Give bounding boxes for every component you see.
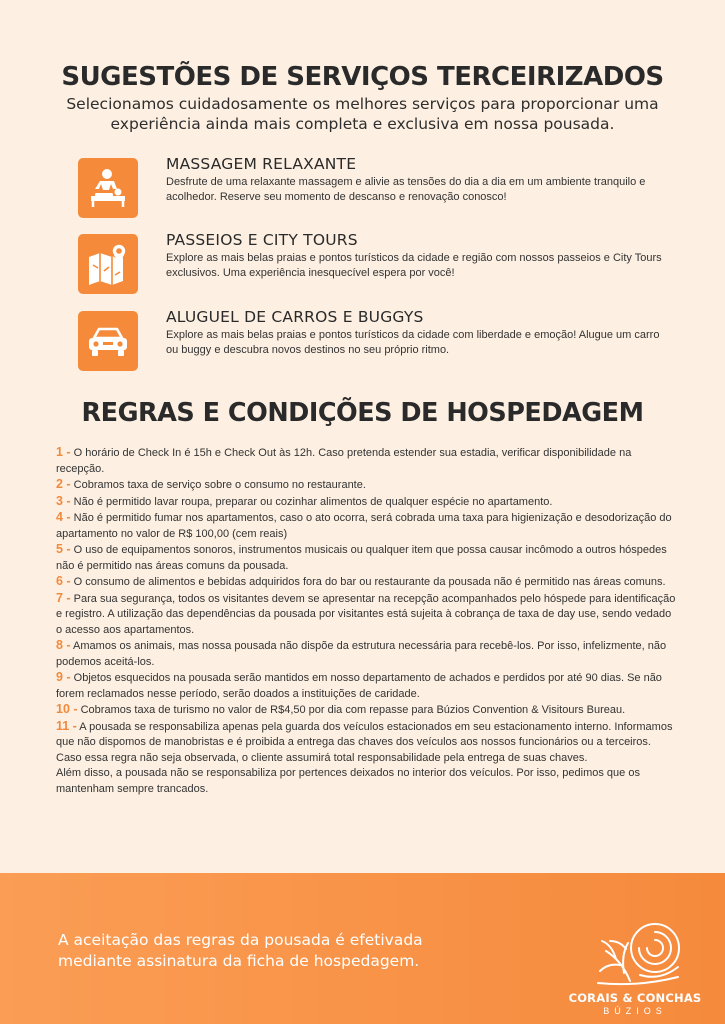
rule-item: 2 - Cobramos taxa de serviço sobre o consumo no restaurante. (56, 477, 366, 491)
service-title: PASSEIOS E CITY TOURS (166, 231, 358, 249)
services-subtitle: Selecionamos cuidadosamente os melhores serviços para proporcionar uma experiência ainda mais completa e exclusiva em nossa pousada. (66, 95, 659, 133)
rule-item: 7 - Para sua segurança, todos os visitantes devem se apresentar na recepção acompanhados pelo hóspede para identificação e registro. A utilização das dependências da pousada por visitantes está sujeita à cobrança de taxa de day use, sendo vedado o acesso aos apartamentos. (56, 590, 676, 636)
rule-item: 1 - O horário de Check In é 15h e Check Out às 12h. Caso pretenda estender sua estadia, verificar disponibilidade na recepção. (56, 445, 632, 475)
service-description: Explore as mais belas praias e pontos turísticos da cidade e região com nossos passeios e City Tours exclusivos. Uma experiência inesquecível espera por você! (166, 252, 662, 279)
rules-title: REGRAS E CONDIÇÕES DE HOSPEDAGEM (81, 398, 644, 428)
service-tours (78, 231, 678, 296)
brand-location: BÚZIOS (603, 1006, 667, 1016)
brand-logo (560, 903, 710, 1016)
service-description: Desfrute de uma relaxante massagem e alivie as tensões do dia a dia em um ambiente tranquilo e acolhedor. Reserve seu momento de descanso e renovação conosco! (166, 176, 646, 203)
service-massage (78, 155, 678, 220)
rule-item: 8 - Amamos os animais, mas nossa pousada não dispõe da estrutura necessária para recebê-los. Por isso, infelizmente, não podemos aceitá-los. (56, 638, 667, 668)
massage-icon (78, 158, 138, 218)
car-icon (78, 311, 138, 371)
service-title: ALUGUEL DE CARROS E BUGGYS (166, 308, 424, 326)
rules-list (56, 445, 676, 797)
rule-item: 11 - A pousada se responsabiliza apenas pela guarda dos veículos estacionados em seu estacionamento interno. Informamos que não dispomos de manobristas e é proibida a entrega das chaves dos veículos aos nossos funcionários ou a terceiros. Caso essa regra não seja observada, o cliente assumirá total responsabilidade pela entrega de suas chaves. (56, 718, 673, 764)
rule-item: 5 - O uso de equipamentos sonoros, instrumentos musicais ou qualquer item que possa causar incômodo a outros hóspedes não é permitido nas áreas comuns da pousada. (56, 542, 667, 572)
rule-item: 9 - Objetos esquecidos na pousada serão mantidos em nosso departamento de achados e perdidos por até 90 dias. Se não forem reclamados nesse período, serão doados a instituições de caridade. (56, 670, 662, 700)
rule-item: 6 - O consumo de alimentos e bebidas adquiridos fora do bar ou restaurante da pousada não é permitido nas áreas comuns. (56, 574, 666, 588)
rule-item: 4 - Não é permitido fumar nos apartamentos, caso o ato ocorra, será cobrada uma taxa para higienização e desodorização do apartamento no valor de R$ 100,00 (cem reais) (56, 510, 672, 540)
rule-item: 3 - Não é permitido lavar roupa, preparar ou cozinhar alimentos de qualquer espécie no apartamento. (56, 493, 553, 508)
shell-coral-icon (560, 903, 710, 993)
brand-name: CORAIS & CONCHAS (568, 991, 702, 1005)
rule-item: 10 - Cobramos taxa de turismo no valor de R$4,50 por dia com repasse para Búzios Convention & Visitours Bureau. (56, 702, 626, 716)
footer (0, 873, 725, 1024)
map-pin-icon (78, 234, 138, 294)
service-description: Explore as mais belas praias e pontos turísticos da cidade com liberdade e emoção! Alugue um carro ou buggy e descubra novos destinos no seu próprio ritmo. (166, 329, 660, 356)
footer-note: A aceitação das regras da pousada é efetivada mediante assinatura da ficha de hospedagem. (58, 931, 423, 970)
service-car-rental (78, 308, 678, 373)
services-title: SUGESTÕES DE SERVIÇOS TERCEIRIZADOS (61, 62, 664, 92)
rules-closing: Além disso, a pousada não se responsabiliza por pertences deixados no interior dos veículos. Por isso, pedimos que os mantenham sempre trancados. (56, 767, 640, 795)
service-title: MASSAGEM RELAXANTE (166, 155, 357, 173)
